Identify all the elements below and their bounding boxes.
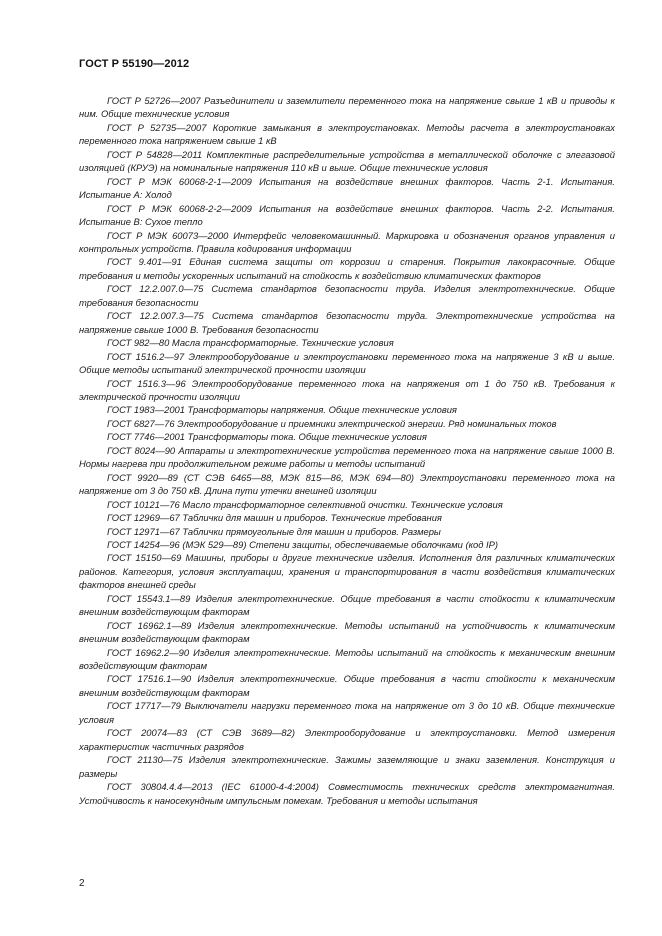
reference-entry: ГОСТ 16962.2—90 Изделия электротехнические. Методы испытаний на стойкость к механическим внешним воздействующим факторам [79,646,615,672]
reference-entry: ГОСТ 10121—76 Масло трансформаторное селективной очистки. Технические условия [107,498,503,510]
reference-entry: ГОСТ 12971—67 Таблички прямоугольные для машин и приборов. Размеры [107,525,441,537]
reference-entry: ГОСТ 8024—90 Аппараты и электротехнические устройства переменного тока на напряжение свыше 1000 В. Нормы нагрева при продолжительном режиме работы и методы испытаний [79,444,615,470]
reference-entry: ГОСТ 12.2.007.0—75 Система стандартов безопасности труда. Изделия электротехнические. Общие требования безопасности [79,283,615,308]
reference-entry: ГОСТ 30804.4.4—2013 (IEC 61000-4-4:2004) Совместимость технических средств электромагнитная. Устойчивость к наносекундным импульсным помехам. Требования и методы испытания [79,781,615,806]
reference-entry: ГОСТ 1983—2001 Трансформаторы напряжения. Общие технические условия [107,404,457,416]
reference-entry: ГОСТ Р 52735—2007 Короткие замыкания в электроустановках. Методы расчета в электроустановках переменного тока напряжением свыше 1 кВ [79,121,615,147]
reference-entry: ГОСТ 982—80 Масла трансформаторные. Технические условия [107,337,394,349]
reference-entry: ГОСТ Р МЭК 60068-2-2—2009 Испытания на воздействие внешних факторов. Часть 2-2. Испытания. Испытание В: Сухое тепло [79,202,615,228]
reference-entry: ГОСТ 17516.1—90 Изделия электротехнические. Общие требования в части стойкости к механическим внешним воздействующим факторам [79,673,615,698]
reference-entry: ГОСТ 15543.1—89 Изделия электротехнические. Общие требования в части стойкости к климатическим внешним воздействующим факторам [79,592,615,618]
reference-entry: ГОСТ 1516.2—97 Электрооборудование и электроустановки переменного тока на напряжение 3 кВ и выше. Общие методы испытаний электрической прочности изоляции [79,350,615,376]
reference-entry: ГОСТ Р 52726—2007 Разъединители и заземлители переменного тока на напряжение свыше 1 кВ и приводы к ним. Общие технические условия [79,95,615,120]
reference-entry: ГОСТ 1516.3—96 Электрооборудование переменного тока на напряжения от 1 до 750 кВ. Требования к электрической прочности изоляции [79,377,615,402]
reference-entry: ГОСТ Р 54828—2011 Комплектные распределительные устройства в металлической оболочке с элегазовой изоляцией (КРУЭ) на номинальные напряжения 110 кВ и выше. Общие технические условия [79,148,615,174]
reference-entry: ГОСТ 9920—89 (СТ СЭВ 6465—88, МЭК 815—86, МЭК 694—80) Электроустановки переменного тока на напряжение от 3 до 750 кВ. Длина пути утечки внешней изоляции [79,471,615,497]
reference-entry: ГОСТ 9.401—91 Единая система защиты от коррозии и старения. Покрытия лакокрасочные. Общие требования и методы ускоренных испытаний на стойкость к воздействию климатических факторов [79,256,615,281]
reference-entry: ГОСТ 20074—83 (СТ СЭВ 3689—82) Электрооборудование и электроустановки. Метод измерения характеристик частичных разрядов [79,727,615,752]
reference-entry: ГОСТ 15150—69 Машины, приборы и другие технические изделия. Исполнения для различных климатических районов. Категория, условия эксплуатации, хранения и транспортирования в части воздействия климатических факторов внешней среды [79,552,615,591]
reference-entry: ГОСТ 21130—75 Изделия электротехнические. Зажимы заземляющие и знаки заземления. Конструкция и размеры [79,754,615,779]
reference-entry: ГОСТ Р МЭК 60068-2-1—2009 Испытания на воздействие внешних факторов. Часть 2-1. Испытания. Испытание А: Холод [79,175,615,201]
reference-entry: ГОСТ 12969—67 Таблички для машин и приборов. Технические требования [107,512,442,524]
reference-entry: ГОСТ 12.2.007.3—75 Система стандартов безопасности труда. Электротехнические устройства на напряжение свыше 1000 В. Требования безопасности [79,310,615,335]
reference-entry: ГОСТ 6827—76 Электрооборудование и приемники электрической энергии. Ряд номинальных токов [107,417,557,429]
normative-references-list [79,94,615,807]
reference-entry: ГОСТ 16962.1—89 Изделия электротехнические. Методы испытаний на устойчивость к климатическим внешним воздействующим факторам [79,619,615,645]
reference-entry: ГОСТ 14254—96 (МЭК 529—89) Степени защиты, обеспечиваемые оболочками (код IP) [107,538,498,550]
reference-entry: ГОСТ Р МЭК 60073—2000 Интерфейс человекомашинный. Маркировка и обозначения органов управления и контрольных устройств. Правила кодирования информации [79,229,615,254]
reference-entry: ГОСТ 7746—2001 Трансформаторы тока. Общие технические условия [107,431,427,443]
reference-entry: ГОСТ 17717—79 Выключатели нагрузки переменного тока на напряжение от 3 до 10 кВ. Общие технические условия [79,700,615,725]
page-number: 2 [79,878,85,889]
document-header: ГОСТ Р 55190—2012 [79,58,190,70]
